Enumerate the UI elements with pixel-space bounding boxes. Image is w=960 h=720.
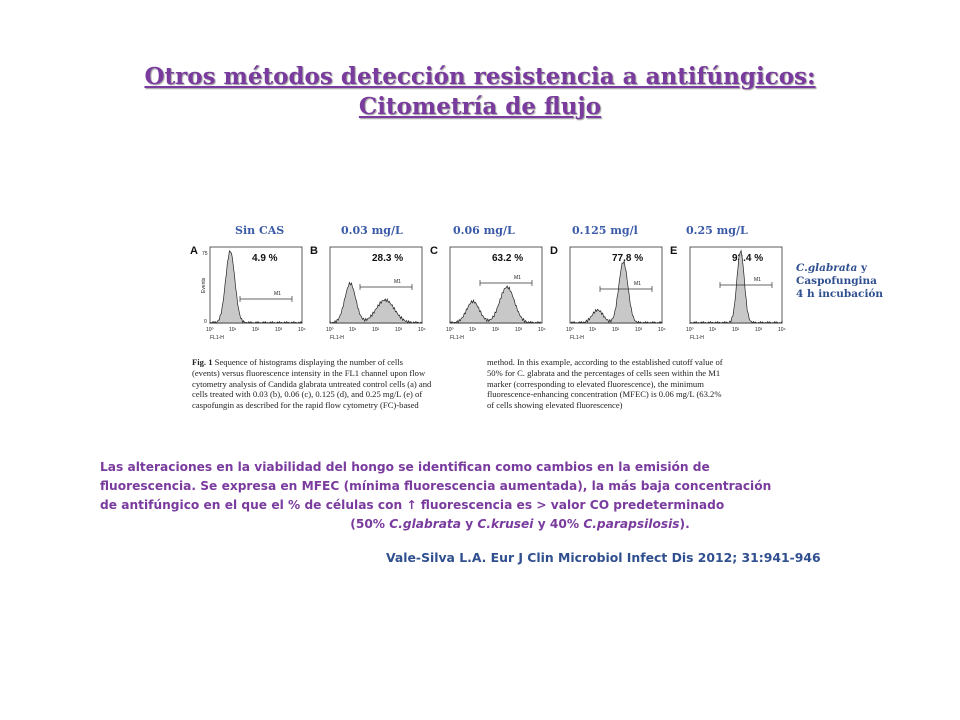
histogram-figure	[190, 241, 790, 427]
caption-right-line-1: method. In this example, according to the established cutoff value of	[487, 357, 723, 367]
histogram-curve	[330, 283, 422, 324]
x-axis-label: FL1-H	[570, 335, 584, 341]
x-tick-label: 10⁴	[538, 327, 546, 333]
x-tick-label: 10²	[612, 327, 620, 333]
histogram-plot	[318, 241, 430, 341]
body-line-1: Las alteraciones en la viabilidad del hongo se identifican como cambios en la emisión de	[100, 460, 710, 474]
x-tick-label: 10⁰	[206, 327, 214, 333]
caption-left-line-2: (events) versus fluorescence intensity in the FL1 channel upon flow	[192, 367, 426, 378]
x-tick-label: 10⁴	[778, 327, 786, 333]
body-paragraph	[100, 458, 930, 534]
species-parapsilosis: C.parapsilosis	[583, 517, 680, 531]
side-note-drug: Caspofungina	[796, 275, 877, 287]
x-axis-label: FL1-H	[690, 335, 704, 341]
concentration-label-1: 0.03 mg/L	[341, 224, 403, 237]
x-tick-label: 10²	[252, 327, 260, 333]
x-axis-label: FL1-H	[450, 335, 464, 341]
caption-right-line-5: of cells showing elevated fluorescence)	[487, 400, 623, 411]
title-line-1: Otros métodos detección resistencia a antifúngicos:	[144, 63, 816, 90]
body-line-3: de antifúngico en el que el % de células con ↑ fluorescencia es > valor CO predeterminado	[100, 498, 725, 512]
figure-label: Fig. 1	[192, 357, 213, 367]
concentration-label-4: 0.25 mg/L	[686, 224, 748, 237]
panel-percentage: 4.9 %	[252, 253, 278, 264]
x-tick-label: 10²	[372, 327, 380, 333]
figure-caption-right	[487, 357, 787, 411]
figure-caption-left	[192, 357, 482, 411]
panel-percentage: 28.3 %	[372, 253, 404, 264]
x-axis-label: FL1-H	[330, 335, 344, 341]
side-note-y: y	[857, 262, 868, 274]
body-line-4	[100, 515, 940, 534]
body-line-4-b: y	[460, 517, 478, 531]
histogram-plot	[198, 241, 310, 341]
histogram-panel-e	[670, 241, 790, 349]
x-tick-label: 10³	[275, 327, 283, 333]
panel-percentage: 63.2 %	[492, 253, 524, 264]
histogram-panel-a	[190, 241, 310, 349]
histogram-curve	[570, 261, 662, 323]
x-tick-label: 10²	[492, 327, 500, 333]
histogram-plot	[678, 241, 790, 341]
x-tick-label: 10¹	[349, 327, 357, 333]
histogram-panel-b	[310, 241, 430, 349]
caption-right-line-3: marker (corresponding to elevated fluorescence), the minimum	[487, 378, 704, 389]
caption-left-line-3: cytometry analysis of Candida glabrata untreated control cells (a) and	[192, 378, 432, 389]
caption-left-line-1: Sequence of histograms displaying the number of cells	[212, 357, 403, 367]
x-tick-label: 10⁰	[686, 327, 694, 333]
title-line-2: Citometría de flujo	[358, 93, 602, 120]
caption-left-line-5: caspofungin as described for the rapid flow cytometry (FC)-based	[192, 400, 419, 411]
m1-marker-label: M1	[514, 275, 521, 281]
panel-letter: D	[550, 245, 558, 257]
x-tick-label: 10⁴	[418, 327, 426, 333]
caption-right-line-2: 50% for C. glabrata and the percentages of cells seen within the M1	[487, 367, 721, 378]
histogram-panel-c	[430, 241, 550, 349]
histogram-panel-d	[550, 241, 670, 349]
side-note-time: 4 h incubación	[796, 288, 884, 300]
histogram-curve	[210, 251, 302, 323]
x-tick-label: 10⁰	[566, 327, 574, 333]
side-note	[796, 262, 883, 301]
caption-left-line-4: cells treated with 0.03 (b), 0.06 (c), 0.125 (d), and 0.25 mg/L (e) of	[192, 389, 423, 400]
panel-letter: C	[430, 245, 438, 257]
m1-marker-label: M1	[754, 277, 761, 283]
histogram-curve	[690, 251, 782, 323]
x-tick-label: 10³	[635, 327, 643, 333]
histogram-plot	[558, 241, 670, 341]
x-tick-label: 10⁴	[658, 327, 666, 333]
x-tick-label: 10¹	[469, 327, 477, 333]
x-tick-label: 10²	[732, 327, 740, 333]
y-axis-label: Events	[201, 277, 207, 293]
concentration-label-0: Sin CAS	[235, 224, 285, 237]
body-line-4-a: (50%	[350, 517, 390, 531]
x-tick-label: 10⁴	[298, 327, 306, 333]
body-line-2: fluorescencia. Se expresa en MFEC (mínima fluorescencia aumentada), la más baja concentración	[100, 479, 772, 493]
x-tick-label: 10¹	[229, 327, 237, 333]
body-line-4-c: y 40%	[533, 517, 584, 531]
m1-marker-label: M1	[394, 279, 401, 285]
x-tick-label: 10³	[755, 327, 763, 333]
x-tick-label: 10³	[395, 327, 403, 333]
body-line-4-d: ).	[679, 517, 690, 531]
species-glabrata: C.glabrata	[389, 517, 461, 531]
side-note-species: C.glabrata	[796, 262, 858, 274]
concentration-label-3: 0.125 mg/l	[572, 224, 638, 237]
m1-marker-label: M1	[634, 281, 641, 287]
x-tick-label: 10¹	[709, 327, 717, 333]
x-axis-label: FL1-H	[210, 335, 224, 341]
reference-citation: Vale-Silva L.A. Eur J Clin Microbiol Infect Dis 2012; 31:941-946	[386, 550, 821, 565]
panel-percentage: 77.8 %	[612, 253, 644, 264]
panel-percentage: 93.4 %	[732, 253, 764, 264]
panel-letter: E	[670, 245, 678, 257]
concentration-label-2: 0.06 mg/L	[453, 224, 515, 237]
histogram-curve	[450, 286, 542, 323]
x-tick-label: 10³	[515, 327, 523, 333]
y-tick-top: 75	[202, 251, 208, 257]
y-tick-bottom: 0	[204, 319, 207, 325]
m1-marker-label: M1	[274, 291, 281, 297]
x-tick-label: 10⁰	[326, 327, 334, 333]
x-tick-label: 10⁰	[446, 327, 454, 333]
panel-letter: B	[310, 245, 318, 257]
species-krusei: C.krusei	[477, 517, 534, 531]
x-tick-label: 10¹	[589, 327, 597, 333]
caption-right-line-4: fluorescence-enhancing concentration (MFEC) is 0.06 mg/L (63.2%	[487, 389, 722, 400]
page-title	[0, 62, 960, 122]
panel-letter: A	[190, 245, 198, 257]
histogram-plot	[438, 241, 550, 341]
